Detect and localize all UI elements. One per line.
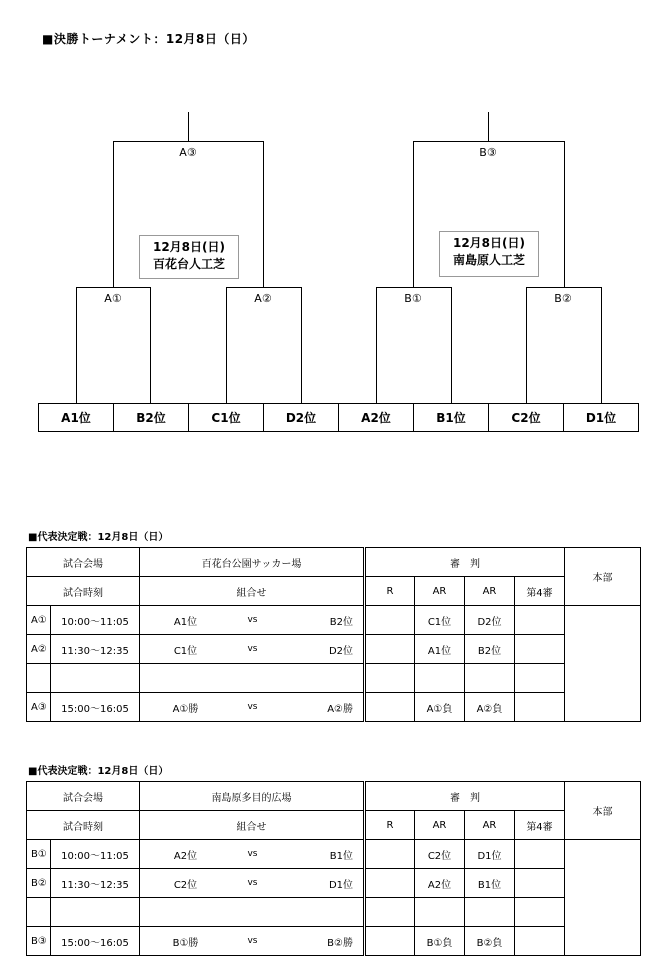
table-row xyxy=(27,869,641,898)
team-1: A1位 xyxy=(173,616,198,628)
ref-col-r: R xyxy=(365,811,415,840)
ref-ar2: B1位 xyxy=(465,869,515,898)
team-2: B②勝 xyxy=(327,937,353,949)
ref-ar1: A2位 xyxy=(415,869,465,898)
ref-fourth xyxy=(515,898,565,927)
match-pair xyxy=(140,606,365,635)
ref-ar1: A1位 xyxy=(415,635,465,664)
match-id: B② xyxy=(27,869,51,898)
ref-r xyxy=(365,840,415,869)
vs-text: vs xyxy=(247,936,258,946)
team-2: B2位 xyxy=(329,616,353,628)
referee-header: 審 判 xyxy=(365,782,565,811)
tournament-bracket xyxy=(0,0,653,440)
venue-name: 南島原多目的広場 xyxy=(140,782,365,811)
team-1: A①勝 xyxy=(172,703,199,715)
match-time xyxy=(51,664,140,693)
match-id: B① xyxy=(27,840,51,869)
ref-ar1 xyxy=(415,898,465,927)
table-row xyxy=(27,635,641,664)
left-venue-date: 12月8日(日) xyxy=(152,240,226,254)
ref-fourth xyxy=(515,869,565,898)
hq-header: 本部 xyxy=(565,782,641,840)
ref-ar1: B①負 xyxy=(415,927,465,956)
schedule-b-title: ■代表決定戦：12月8日（日） xyxy=(28,766,169,777)
vs-text: vs xyxy=(247,878,258,888)
match-pair xyxy=(140,664,365,693)
team-slot: C1位 xyxy=(188,404,263,431)
hq-cell xyxy=(565,840,641,956)
ref-ar1: A①負 xyxy=(415,693,465,722)
match-id: A② xyxy=(27,635,51,664)
ref-col-ar1: AR xyxy=(415,577,465,606)
team-slot: A2位 xyxy=(338,404,413,431)
page-title: ■決勝トーナメント：12月8日（日） xyxy=(42,32,255,46)
referee-header: 審 判 xyxy=(365,548,565,577)
team-1: C1位 xyxy=(173,645,198,657)
match-label: 組合せ xyxy=(140,811,365,840)
ref-fourth xyxy=(515,927,565,956)
left-semi1-label: A① xyxy=(104,292,122,305)
ref-ar1: C1位 xyxy=(415,606,465,635)
right-semi1-label: B① xyxy=(404,292,422,305)
vs-text: vs xyxy=(247,644,258,654)
match-time: 11:30～12:35 xyxy=(51,869,140,898)
table-row xyxy=(27,898,641,927)
ref-r xyxy=(365,869,415,898)
ref-col-ar1: AR xyxy=(415,811,465,840)
venue-label: 試合会場 xyxy=(27,782,140,811)
ref-ar2: D2位 xyxy=(465,606,515,635)
match-pair xyxy=(140,635,365,664)
ref-ar1 xyxy=(415,664,465,693)
team-1: B①勝 xyxy=(172,937,199,949)
team-slot: C2位 xyxy=(488,404,563,431)
vs-text: vs xyxy=(247,702,258,712)
ref-r xyxy=(365,635,415,664)
match-label: 組合せ xyxy=(140,577,365,606)
table-row xyxy=(27,664,641,693)
right-venue-box xyxy=(439,231,539,277)
right-venue-date: 12月8日(日) xyxy=(452,236,526,250)
team-slot: D1位 xyxy=(563,404,638,431)
match-pair xyxy=(140,840,365,869)
match-pair xyxy=(140,693,365,722)
match-time: 11:30～12:35 xyxy=(51,635,140,664)
right-venue-name: 南島原人工芝 xyxy=(452,253,525,267)
schedule-a-title: ■代表決定戦：12月8日（日） xyxy=(28,532,169,543)
ref-ar2: B2位 xyxy=(465,635,515,664)
right-semi2-label: B② xyxy=(554,292,572,305)
team-1: A2位 xyxy=(173,850,198,862)
ref-r xyxy=(365,693,415,722)
table-row xyxy=(27,840,641,869)
ref-r xyxy=(365,927,415,956)
ref-r xyxy=(365,606,415,635)
team-2: D2位 xyxy=(328,645,353,657)
match-time: 15:00～16:05 xyxy=(51,927,140,956)
team-2: A②勝 xyxy=(327,703,353,715)
ref-col-ar2: AR xyxy=(465,577,515,606)
left-semi2-label: A② xyxy=(254,292,272,305)
match-time: 10:00～11:05 xyxy=(51,840,140,869)
team-slots xyxy=(38,403,639,432)
left-final-label: A③ xyxy=(179,146,197,159)
match-id: B③ xyxy=(27,927,51,956)
match-id: A① xyxy=(27,606,51,635)
time-label: 試合時刻 xyxy=(27,811,140,840)
match-time: 10:00～11:05 xyxy=(51,606,140,635)
hq-header: 本部 xyxy=(565,548,641,606)
vs-text: vs xyxy=(247,849,258,859)
ref-fourth xyxy=(515,635,565,664)
ref-r xyxy=(365,898,415,927)
venue-label: 試合会場 xyxy=(27,548,140,577)
match-id: A③ xyxy=(27,693,51,722)
time-label: 試合時刻 xyxy=(27,577,140,606)
ref-ar2: B②負 xyxy=(465,927,515,956)
vs-text: vs xyxy=(247,615,258,625)
ref-r xyxy=(365,664,415,693)
ref-col-fourth: 第4審 xyxy=(515,577,565,606)
team-2: B1位 xyxy=(329,850,353,862)
match-id xyxy=(27,898,51,927)
ref-ar2 xyxy=(465,664,515,693)
ref-fourth xyxy=(515,840,565,869)
table-row xyxy=(27,927,641,956)
ref-ar2: A②負 xyxy=(465,693,515,722)
ref-ar1: C2位 xyxy=(415,840,465,869)
match-time: 15:00～16:05 xyxy=(51,693,140,722)
schedule-a-table xyxy=(26,547,641,722)
match-pair xyxy=(140,869,365,898)
match-pair xyxy=(140,898,365,927)
team-slot: B1位 xyxy=(413,404,488,431)
team-2: D1位 xyxy=(328,879,353,891)
ref-col-ar2: AR xyxy=(465,811,515,840)
ref-fourth xyxy=(515,664,565,693)
hq-cell xyxy=(565,606,641,722)
venue-name: 百花台公園サッカー場 xyxy=(140,548,365,577)
match-id xyxy=(27,664,51,693)
ref-col-fourth: 第4審 xyxy=(515,811,565,840)
team-1: C2位 xyxy=(173,879,198,891)
ref-fourth xyxy=(515,606,565,635)
ref-ar2 xyxy=(465,898,515,927)
match-time xyxy=(51,898,140,927)
table-row xyxy=(27,606,641,635)
table-row xyxy=(27,693,641,722)
team-slot: B2位 xyxy=(113,404,188,431)
ref-ar2: D1位 xyxy=(465,840,515,869)
right-final-label: B③ xyxy=(479,146,497,159)
left-venue-box xyxy=(139,235,239,279)
team-slot: D2位 xyxy=(263,404,338,431)
match-pair xyxy=(140,927,365,956)
schedule-b-table xyxy=(26,781,641,956)
ref-col-r: R xyxy=(365,577,415,606)
team-slot: A1位 xyxy=(61,411,91,425)
ref-fourth xyxy=(515,693,565,722)
left-venue-name: 百花台人工芝 xyxy=(152,257,225,271)
